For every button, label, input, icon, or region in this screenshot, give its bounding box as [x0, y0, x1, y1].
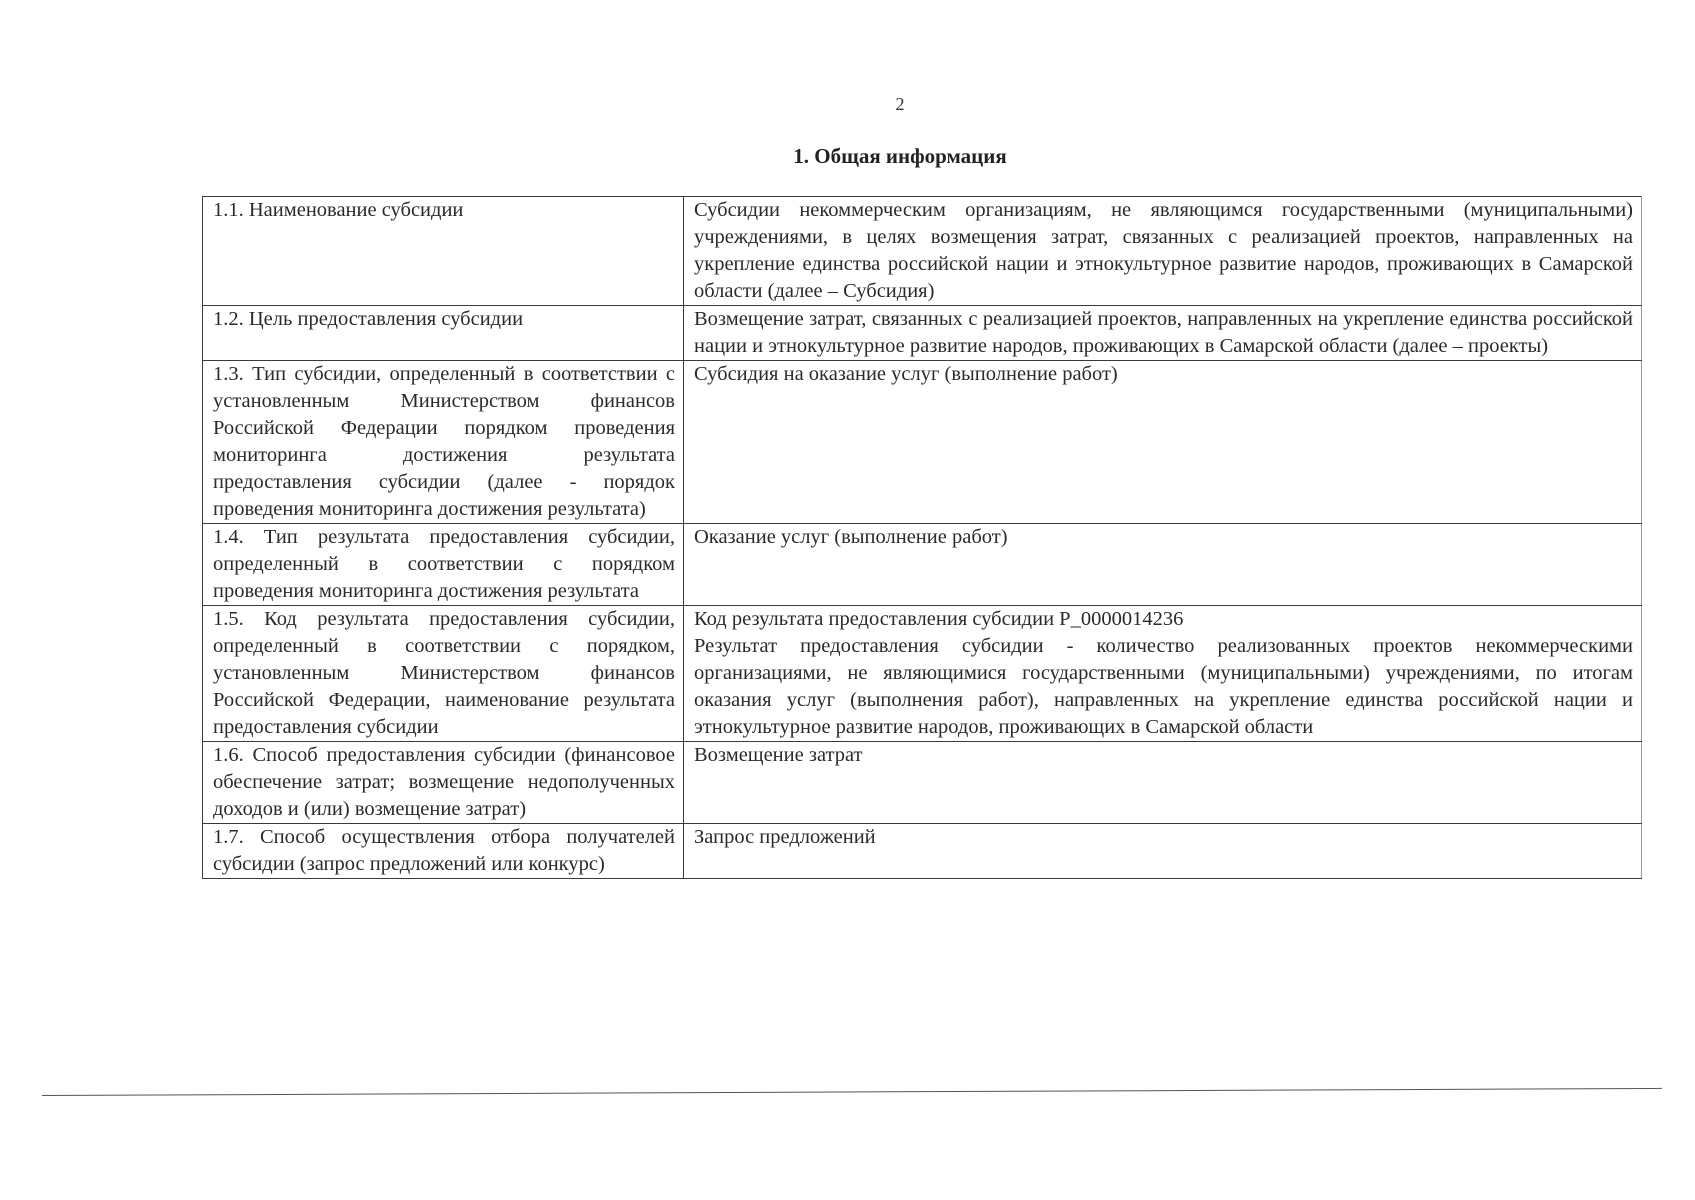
row-value	[684, 306, 1642, 361]
row-label: 1.4. Тип результата предоставления субсидии, определенный в соответствии с порядком проведения мониторинга достижения результата	[203, 524, 684, 606]
row-value	[684, 361, 1642, 524]
row-value	[684, 742, 1642, 824]
row-value	[684, 606, 1642, 742]
page-number: 2	[895, 94, 905, 114]
row-value-text: Возмещение затрат, связанных с реализацией проектов, направленных на укрепление единства российской нации и этнокультурное развитие народов, проживающих в Самарской области (далее – проекты)	[694, 308, 1633, 357]
row-label: 1.5. Код результата предоставления субсидии, определенный в соответствии с порядком, установленным Министерством финансов Российской Федерации, наименование результата предоставления субсидии	[203, 606, 684, 742]
result-code-text: Код результата предоставления субсидии Р_0000014236	[694, 608, 1184, 630]
table-row	[203, 606, 1642, 742]
row-value	[684, 824, 1642, 879]
table-row	[203, 824, 1642, 879]
row-value-text: Субсидии некоммерческим организациям, не являющимся государственными (муниципальными) учреждениями, в целях возмещения затрат, связанных с реализацией проектов, направленных на укрепление единства российской нации и этнокультурное развитие народов, проживающих в Самарской области (далее – Субсидия)	[694, 199, 1633, 302]
row-value-text: Субсидия на оказание услуг (выполнение работ)	[694, 363, 1118, 385]
row-label: 1.1. Наименование субсидии	[203, 197, 684, 306]
table-row	[203, 524, 1642, 606]
table-row	[203, 197, 1642, 306]
row-label: 1.3. Тип субсидии, определенный в соответствии с установленным Министерством финансов Российской Федерации порядком проведения мониторинга достижения результата предоставления субсидии (далее - порядок проведения мониторинга достижения результата)	[203, 361, 684, 524]
row-value	[684, 197, 1642, 306]
table-row	[203, 361, 1642, 524]
footer-divider	[42, 1088, 1662, 1096]
row-label: 1.2. Цель предоставления субсидии	[203, 306, 684, 361]
table-row	[203, 742, 1642, 824]
row-label: 1.7. Способ осуществления отбора получателей субсидии (запрос предложений или конкурс)	[203, 824, 684, 879]
row-value-text: Возмещение затрат	[694, 744, 863, 766]
section-title: 1. Общая информация	[793, 144, 1007, 168]
table-row	[203, 306, 1642, 361]
row-value-text: Оказание услуг (выполнение работ)	[694, 526, 1008, 548]
row-label: 1.6. Способ предоставления субсидии (финансовое обеспечение затрат; возмещение недополученных доходов и (или) возмещение затрат)	[203, 742, 684, 824]
general-info-table	[202, 196, 1642, 879]
row-value-text: Запрос предложений	[694, 826, 876, 848]
row-value	[684, 524, 1642, 606]
result-description-text: Результат предоставления субсидии - количество реализованных проектов некоммерческими организациями, не являющимися государственными (муниципальными) учреждениями, по итогам оказания услуг (выполнения работ), направленных на укрепление единства российской нации и этнокультурное развитие народов, проживающих в Самарской области	[694, 635, 1633, 738]
